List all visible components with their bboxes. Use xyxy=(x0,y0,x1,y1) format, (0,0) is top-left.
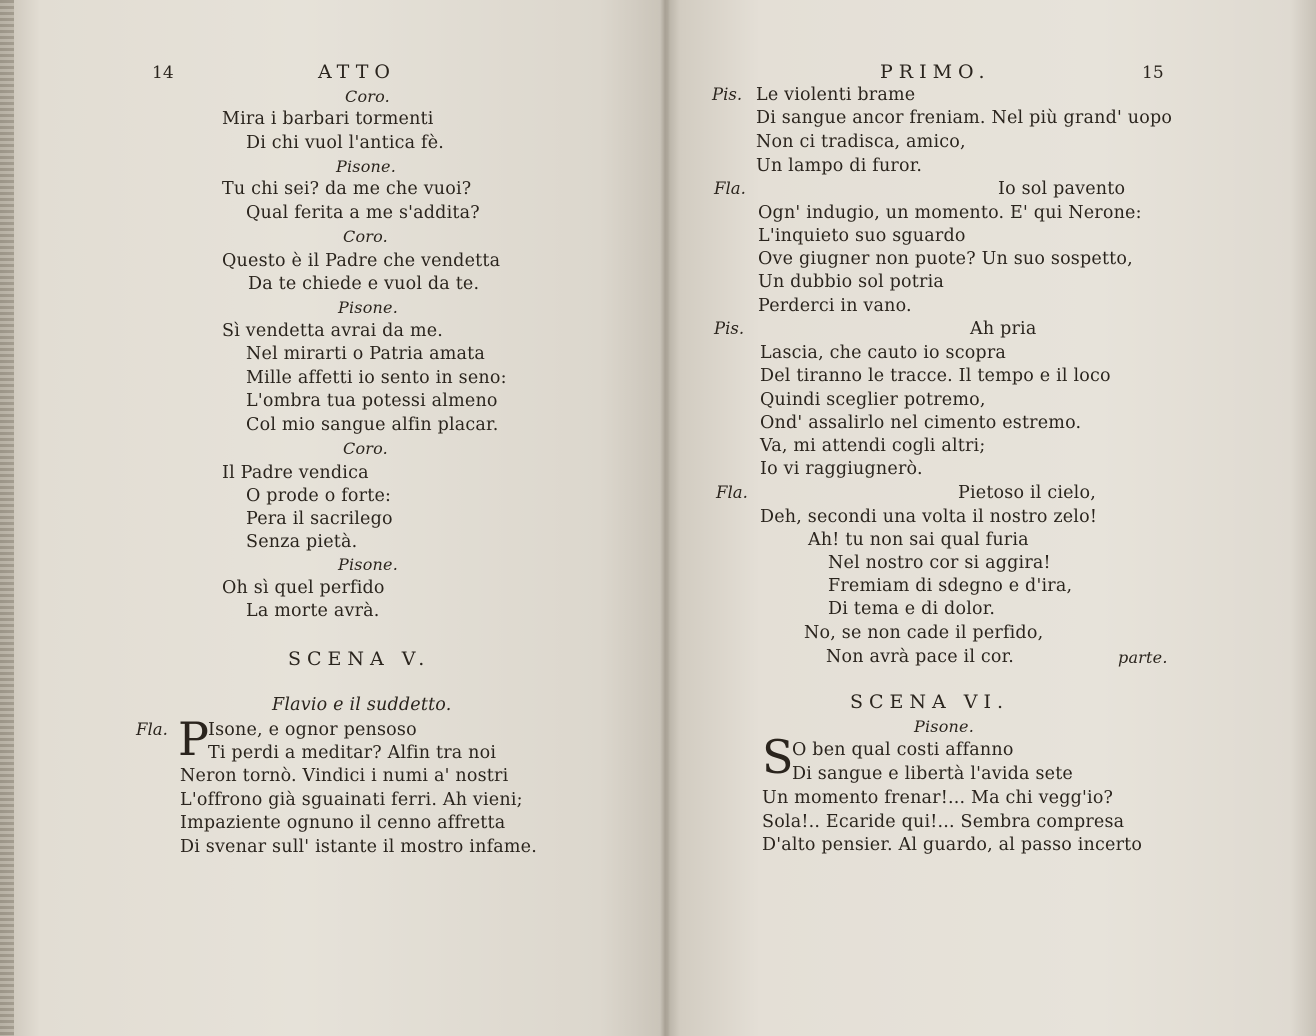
speaker-abbrev: Fla. xyxy=(136,720,168,739)
verse-line: Isone, e ognor pensoso xyxy=(208,720,417,740)
verse-line: O ben qual costi affanno xyxy=(792,740,1014,760)
verse-line: Ti perdi a meditar? Alfin tra noi xyxy=(208,743,497,763)
verse-line: Di svenar sull' istante il mostro infame. xyxy=(180,837,537,857)
page-number: 14 xyxy=(152,63,174,83)
verse-line: Di chi vuol l'antica fè. xyxy=(246,133,445,153)
verse-line: Del tiranno le tracce. Il tempo e il loco xyxy=(760,366,1111,386)
verse-line: Mille affetti io sento in seno: xyxy=(246,368,507,388)
verse-line: Pera il sacrilego xyxy=(246,509,393,529)
verse-line: Neron tornò. Vindici i numi a' nostri xyxy=(180,766,509,786)
verse-line: Nel nostro cor si aggira! xyxy=(828,553,1051,573)
verse-line: Impaziente ognuno il cenno affretta xyxy=(180,813,506,833)
running-head: PRIMO. xyxy=(880,61,991,83)
verse-line: Oh sì quel perfido xyxy=(222,578,385,598)
verse-line: Perderci in vano. xyxy=(758,296,912,316)
verse-line: Lascia, che cauto io scopra xyxy=(760,343,1007,363)
verse-line: Io vi raggiugnerò. xyxy=(760,459,923,479)
verse-line: Le violenti brame xyxy=(756,85,916,105)
drop-cap: P xyxy=(178,712,209,766)
verse-line: L'ombra tua potessi almeno xyxy=(246,391,498,411)
verse-line: Nel mirarti o Patria amata xyxy=(246,344,486,364)
verse-line: Ogn' indugio, un momento. E' qui Nerone: xyxy=(758,203,1142,223)
drop-cap: S xyxy=(762,730,794,784)
verse-line: Senza pietà. xyxy=(246,532,358,552)
verse-line: Ah! tu non sai qual furia xyxy=(808,530,1029,550)
speaker-heading: Pisone. xyxy=(338,555,398,574)
verse-line: La morte avrà. xyxy=(246,601,380,621)
scene-persons: Flavio e il suddetto. xyxy=(272,695,452,715)
verse-line: Tu chi sei? da me che vuoi? xyxy=(222,179,472,199)
verse-line: Va, mi attendi cogli altri; xyxy=(760,436,986,456)
scene-heading: SCENA V. xyxy=(288,648,431,670)
right-page xyxy=(668,0,1316,1036)
speaker-abbrev: Pis. xyxy=(712,85,743,104)
speaker-heading: Pisone. xyxy=(336,157,396,176)
verse-line: Ah pria xyxy=(970,319,1037,339)
stage-direction: parte. xyxy=(1118,648,1168,667)
scene-heading: SCENA VI. xyxy=(850,691,1010,713)
page-number: 15 xyxy=(1142,63,1164,83)
verse-line: Quindi sceglier potremo, xyxy=(760,390,986,410)
speaker-abbrev: Fla. xyxy=(716,483,748,502)
verse-line: Da te chiede e vuol da te. xyxy=(248,274,480,294)
verse-line: Non avrà pace il cor. xyxy=(826,647,1015,667)
verse-line: Sì vendetta avrai da me. xyxy=(222,321,444,341)
verse-line: No, se non cade il perfido, xyxy=(804,623,1044,643)
verse-line: Un dubbio sol potria xyxy=(758,272,944,292)
verse-line: O prode o forte: xyxy=(246,486,392,506)
verse-line: Il Padre vendica xyxy=(222,463,369,483)
verse-line: Pietoso il cielo, xyxy=(958,483,1096,503)
speaker-heading: Coro. xyxy=(345,87,390,106)
verse-line: Un lampo di furor. xyxy=(756,156,923,176)
scene-person: Pisone. xyxy=(914,717,974,736)
verse-line: Di tema e di dolor. xyxy=(828,599,996,619)
verse-line: L'offrono già sguainati ferri. Ah vieni; xyxy=(180,790,523,810)
verse-line: Deh, secondi una volta il nostro zelo! xyxy=(760,507,1098,527)
verse-line: L'inquieto suo sguardo xyxy=(758,226,966,246)
verse-line: Sola!.. Ecaride qui!... Sembra compresa xyxy=(762,812,1125,832)
verse-line: Ove giugner non puote? Un suo sospetto, xyxy=(758,249,1133,269)
verse-line: Un momento frenar!... Ma chi vegg'io? xyxy=(762,788,1114,808)
verse-line: Non ci tradisca, amico, xyxy=(756,132,966,152)
speaker-heading: Coro. xyxy=(343,227,388,246)
verse-line: Mira i barbari tormenti xyxy=(222,109,434,129)
verse-line: Col mio sangue alfin placar. xyxy=(246,415,499,435)
verse-line: Fremiam di sdegno e d'ira, xyxy=(828,576,1073,596)
speaker-abbrev: Pis. xyxy=(714,319,745,338)
verse-line: Ond' assalirlo nel cimento estremo. xyxy=(760,413,1082,433)
verse-line: Di sangue e libertà l'avida sete xyxy=(792,764,1073,784)
verse-line: Qual ferita a me s'addita? xyxy=(246,203,480,223)
speaker-abbrev: Fla. xyxy=(714,179,746,198)
verse-line: Questo è il Padre che vendetta xyxy=(222,251,501,271)
running-head: ATTO xyxy=(318,61,396,83)
speaker-heading: Pisone. xyxy=(338,298,398,317)
verse-line: D'alto pensier. Al guardo, al passo incerto xyxy=(762,835,1143,855)
verse-line: Io sol pavento xyxy=(998,179,1126,199)
speaker-heading: Coro. xyxy=(343,439,388,458)
verse-line: Di sangue ancor freniam. Nel più grand' uopo xyxy=(756,108,1173,128)
